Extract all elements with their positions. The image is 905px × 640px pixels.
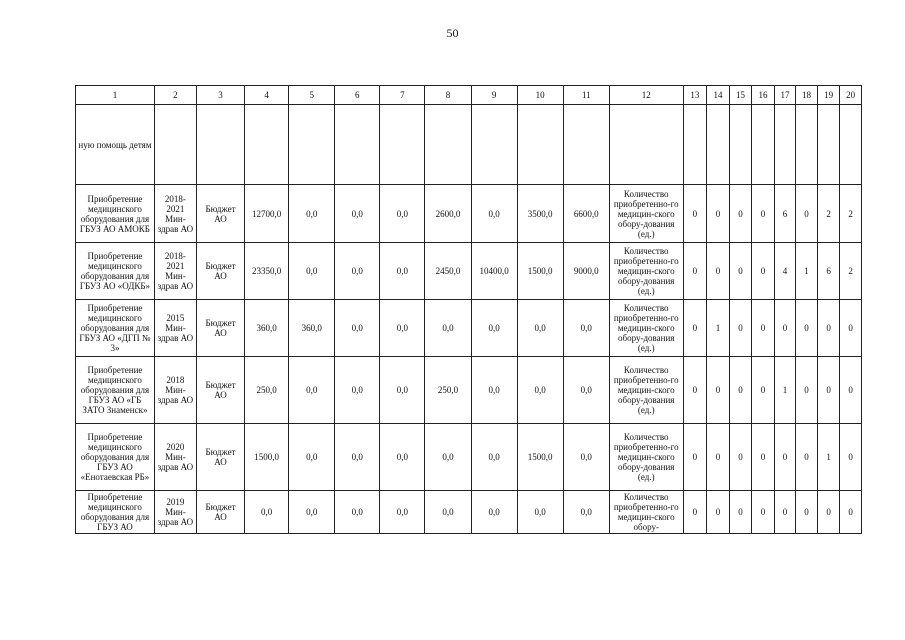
table-body — [76, 105, 862, 534]
column-number-20: 20 — [840, 86, 862, 105]
period-executor-cell: 2018-2021 Мин-здрав АО — [154, 185, 196, 243]
funding-amount-cell: 250,0 — [425, 357, 471, 424]
column-number-8: 8 — [425, 86, 471, 105]
indicator-value-cell: 1 — [817, 424, 840, 491]
indicator-value-cell: 1 — [796, 243, 818, 300]
column-number-2: 2 — [154, 86, 196, 105]
funding-source-cell: Бюджет АО — [196, 243, 244, 300]
funding-amount-cell: 0,0 — [335, 424, 380, 491]
indicator-cell — [609, 105, 683, 185]
indicator-value-cell: 0 — [840, 424, 862, 491]
table-row — [76, 491, 862, 534]
indicator-cell: Количество приобретенно-го медицин-ского обору- — [609, 491, 683, 534]
funding-amount-cell: 0,0 — [335, 300, 380, 357]
funding-amount-cell: 1500,0 — [517, 424, 563, 491]
funding-source-cell — [196, 105, 244, 185]
funding-amount-cell — [335, 105, 380, 185]
funding-amount-cell — [380, 105, 425, 185]
funding-amount-cell — [517, 105, 563, 185]
indicator-value-cell: 4 — [774, 243, 796, 300]
indicator-cell: Количество приобретенно-го медицин-ского обору-дования (ед.) — [609, 243, 683, 300]
indicator-value-cell: 0 — [796, 185, 818, 243]
indicator-value-cell: 6 — [817, 243, 840, 300]
indicator-value-cell: 0 — [796, 424, 818, 491]
column-number-17: 17 — [774, 86, 796, 105]
indicator-value-cell — [752, 105, 775, 185]
funding-amount-cell — [245, 105, 289, 185]
indicator-value-cell — [707, 105, 730, 185]
indicator-value-cell: 0 — [796, 491, 818, 534]
indicator-value-cell: 0 — [729, 357, 752, 424]
funding-amount-cell: 0,0 — [380, 424, 425, 491]
page-number: 50 — [446, 26, 459, 40]
funding-amount-cell: 0,0 — [563, 357, 609, 424]
indicator-value-cell: 1 — [707, 300, 730, 357]
indicator-cell: Количество приобретенно-го медицин-ского обору-дования (ед.) — [609, 424, 683, 491]
funding-amount-cell: 2450,0 — [425, 243, 471, 300]
funding-amount-cell: 0,0 — [289, 424, 335, 491]
funding-amount-cell — [563, 105, 609, 185]
funding-amount-cell: 10400,0 — [471, 243, 517, 300]
indicator-cell: Количество приобретенно-го медицин-ского обору-дования (ед.) — [609, 357, 683, 424]
indicator-value-cell: 0 — [729, 185, 752, 243]
indicator-value-cell: 0 — [840, 300, 862, 357]
funding-source-cell: Бюджет АО — [196, 357, 244, 424]
indicator-value-cell — [796, 105, 818, 185]
indicator-value-cell: 0 — [796, 300, 818, 357]
funding-source-cell: Бюджет АО — [196, 185, 244, 243]
measure-name-cell: Приобретение медицинского оборудования для ГБУЗ АО «ОДКБ» — [76, 243, 155, 300]
funding-amount-cell: 1500,0 — [517, 243, 563, 300]
indicator-value-cell: 0 — [752, 185, 775, 243]
funding-amount-cell: 0,0 — [335, 357, 380, 424]
funding-amount-cell — [425, 105, 471, 185]
funding-amount-cell: 2600,0 — [425, 185, 471, 243]
indicator-value-cell: 6 — [774, 185, 796, 243]
indicator-value-cell: 0 — [774, 491, 796, 534]
indicator-value-cell: 0 — [683, 185, 707, 243]
period-executor-cell: 2015 Мин-здрав АО — [154, 300, 196, 357]
period-executor-cell: 2018 Мин-здрав АО — [154, 357, 196, 424]
indicator-value-cell: 0 — [774, 424, 796, 491]
indicator-value-cell: 0 — [774, 300, 796, 357]
indicator-value-cell: 0 — [752, 300, 775, 357]
funding-amount-cell: 1500,0 — [245, 424, 289, 491]
funding-amount-cell: 0,0 — [289, 243, 335, 300]
funding-amount-cell: 0,0 — [245, 491, 289, 534]
funding-amount-cell: 23350,0 — [245, 243, 289, 300]
indicator-value-cell: 0 — [752, 243, 775, 300]
column-number-5: 5 — [289, 86, 335, 105]
indicator-value-cell — [729, 105, 752, 185]
funding-amount-cell: 0,0 — [289, 185, 335, 243]
period-executor-cell: 2018-2021 Мин-здрав АО — [154, 243, 196, 300]
indicator-value-cell: 0 — [683, 243, 707, 300]
indicator-value-cell — [683, 105, 707, 185]
indicator-value-cell — [774, 105, 796, 185]
funding-amount-cell: 0,0 — [380, 300, 425, 357]
indicator-value-cell: 0 — [817, 300, 840, 357]
column-number-18: 18 — [796, 86, 818, 105]
column-number-16: 16 — [752, 86, 775, 105]
funding-amount-cell: 0,0 — [380, 243, 425, 300]
measure-name-cell: Приобретение медицинского оборудования для ГБУЗ АО «ДГП № 3» — [76, 300, 155, 357]
column-number-6: 6 — [335, 86, 380, 105]
funding-amount-cell: 0,0 — [471, 185, 517, 243]
indicator-value-cell: 0 — [729, 491, 752, 534]
funding-amount-cell: 0,0 — [517, 491, 563, 534]
table-row — [76, 105, 862, 185]
funding-amount-cell: 0,0 — [563, 424, 609, 491]
indicator-value-cell: 0 — [817, 357, 840, 424]
funding-amount-cell: 0,0 — [425, 424, 471, 491]
column-number-14: 14 — [707, 86, 730, 105]
funding-amount-cell: 0,0 — [380, 491, 425, 534]
funding-amount-cell: 0,0 — [289, 491, 335, 534]
funding-amount-cell: 250,0 — [245, 357, 289, 424]
funding-amount-cell: 360,0 — [245, 300, 289, 357]
funding-source-cell: Бюджет АО — [196, 424, 244, 491]
indicator-value-cell — [840, 105, 862, 185]
column-number-7: 7 — [380, 86, 425, 105]
funding-amount-cell: 0,0 — [517, 300, 563, 357]
indicator-value-cell: 0 — [729, 243, 752, 300]
funding-amount-cell: 0,0 — [425, 491, 471, 534]
column-number-13: 13 — [683, 86, 707, 105]
funding-amount-cell: 0,0 — [471, 491, 517, 534]
column-number-3: 3 — [196, 86, 244, 105]
funding-amount-cell: 0,0 — [289, 357, 335, 424]
funding-amount-cell: 0,0 — [517, 357, 563, 424]
funding-amount-cell: 12700,0 — [245, 185, 289, 243]
funding-amount-cell: 0,0 — [471, 300, 517, 357]
funding-amount-cell: 9000,0 — [563, 243, 609, 300]
measure-name-cell: Приобретение медицинского оборудования для ГБУЗ АО «ГБ ЗАТО Знаменск» — [76, 357, 155, 424]
funding-amount-cell: 0,0 — [380, 185, 425, 243]
table-row — [76, 424, 862, 491]
column-number-4: 4 — [245, 86, 289, 105]
funding-amount-cell: 0,0 — [471, 424, 517, 491]
column-number-row — [76, 86, 862, 105]
indicator-value-cell: 0 — [729, 424, 752, 491]
indicator-value-cell: 0 — [683, 424, 707, 491]
indicator-value-cell: 0 — [752, 357, 775, 424]
funding-amount-cell: 0,0 — [425, 300, 471, 357]
measure-name-cell: Приобретение медицинского оборудования для ГБУЗ АО — [76, 491, 155, 534]
column-number-12: 12 — [609, 86, 683, 105]
indicator-value-cell: 0 — [752, 424, 775, 491]
indicator-value-cell: 0 — [840, 491, 862, 534]
column-number-11: 11 — [563, 86, 609, 105]
indicator-value-cell: 0 — [817, 491, 840, 534]
indicator-value-cell: 0 — [707, 357, 730, 424]
indicator-value-cell: 0 — [840, 357, 862, 424]
column-number-1: 1 — [76, 86, 155, 105]
column-number-15: 15 — [729, 86, 752, 105]
indicator-value-cell: 2 — [840, 185, 862, 243]
funding-source-cell: Бюджет АО — [196, 300, 244, 357]
indicator-value-cell: 0 — [707, 424, 730, 491]
funding-amount-cell: 0,0 — [563, 300, 609, 357]
funding-amount-cell — [471, 105, 517, 185]
funding-amount-cell: 360,0 — [289, 300, 335, 357]
table-row — [76, 243, 862, 300]
table-row — [76, 185, 862, 243]
indicator-value-cell: 1 — [774, 357, 796, 424]
table-row — [76, 357, 862, 424]
indicator-value-cell: 0 — [683, 491, 707, 534]
program-table — [75, 85, 862, 534]
indicator-value-cell: 0 — [707, 243, 730, 300]
table-row — [76, 300, 862, 357]
indicator-value-cell: 0 — [683, 357, 707, 424]
period-executor-cell: 2020 Мин-здрав АО — [154, 424, 196, 491]
measure-name-cell: ную помощь детям — [76, 105, 155, 185]
indicator-value-cell: 0 — [707, 491, 730, 534]
indicator-value-cell: 2 — [840, 243, 862, 300]
funding-amount-cell: 3500,0 — [517, 185, 563, 243]
indicator-value-cell: 2 — [817, 185, 840, 243]
funding-source-cell: Бюджет АО — [196, 491, 244, 534]
funding-amount-cell: 0,0 — [335, 185, 380, 243]
indicator-value-cell: 0 — [729, 300, 752, 357]
funding-amount-cell — [289, 105, 335, 185]
indicator-value-cell: 0 — [683, 300, 707, 357]
funding-amount-cell: 6600,0 — [563, 185, 609, 243]
funding-amount-cell: 0,0 — [335, 243, 380, 300]
indicator-cell: Количество приобретенно-го медицин-ского обору-дования (ед.) — [609, 185, 683, 243]
period-executor-cell: 2019 Мин-здрав АО — [154, 491, 196, 534]
indicator-cell: Количество приобретенно-го медицин-ского обору-дования (ед.) — [609, 300, 683, 357]
indicator-value-cell — [817, 105, 840, 185]
period-executor-cell — [154, 105, 196, 185]
indicator-value-cell: 0 — [707, 185, 730, 243]
funding-amount-cell: 0,0 — [471, 357, 517, 424]
measure-name-cell: Приобретение медицинского оборудования для ГБУЗ АО «Енотаевская РБ» — [76, 424, 155, 491]
funding-amount-cell: 0,0 — [335, 491, 380, 534]
column-number-10: 10 — [517, 86, 563, 105]
column-number-9: 9 — [471, 86, 517, 105]
measure-name-cell: Приобретение медицинского оборудования для ГБУЗ АО АМОКБ — [76, 185, 155, 243]
funding-amount-cell: 0,0 — [563, 491, 609, 534]
funding-amount-cell: 0,0 — [380, 357, 425, 424]
indicator-value-cell: 0 — [796, 357, 818, 424]
indicator-value-cell: 0 — [752, 491, 775, 534]
column-number-19: 19 — [817, 86, 840, 105]
